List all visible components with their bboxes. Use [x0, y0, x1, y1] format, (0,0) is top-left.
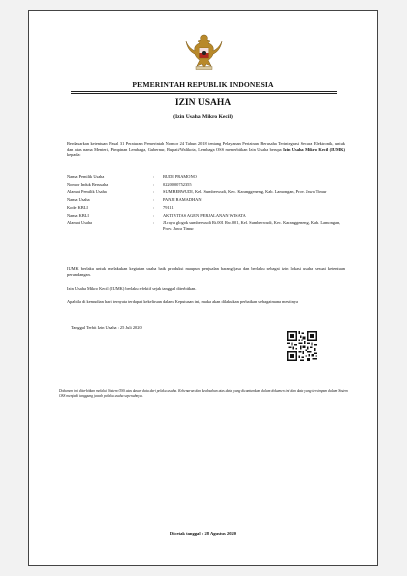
table-row: Kode KBLI : 79111 — [67, 204, 174, 210]
heading-rule-top — [71, 91, 337, 92]
print-date: Dicetak tanggal : 28 Agustus 2020 — [169, 531, 237, 536]
heading-rule-bottom — [71, 93, 337, 94]
document-title: IZIN USAHA — [174, 98, 232, 108]
table-row: Alamat Usaha : JI.raya glogok sumberwudi Rt.001 Rw.001, Kel. Sumberwudi, Kec. Karanggeneng, Kab. Lamongan, Prov. Jawa Timur — [67, 220, 341, 231]
document-subtitle: (Izin Usaha Mikro Kecil) — [173, 114, 233, 120]
table-row: Alamat Pemilik Usaha : SUMBERWUDI, Kel. Sumberwudi, Kec. Karanggeneng, Kab. Lamongan, Prov. Jawa Timur — [67, 189, 327, 195]
table-row: Nomor Induk Berusaha : 0220000752355 — [67, 181, 192, 187]
clause-effective: Izin Usaha Mikro Kecil (IUMK) berlaku efektif sejak tanggal diterbitkan. — [67, 286, 197, 291]
table-row: Nama KBLI : AKTIVITAS AGEN PERJALANAN WISATA — [67, 212, 246, 218]
clause-correction: Apabila di kemudian hari ternyata terdapat kekeliruan dalam Keputusan ini, maka akan dilakukan perbaikan sebagaimana mestinya — [67, 299, 298, 304]
garuda-emblem-icon — [185, 31, 223, 71]
government-heading: PEMERINTAH REPUBLIK INDONESIA — [132, 80, 274, 89]
table-row: Nama Pemilik Usaha : BUDI PRAMONO — [67, 174, 197, 179]
intro-paragraph: Berdasarkan ketentuan Pasal 31 Peraturan Pemerintah Nomor 24 Tahun 2018 tentang Pelayanan Perizinan Berusaha Terintegrasi Secara Elektronik, untuk dan atas nama Menteri, Pimpinan Lembaga, Gubernur, Bupati/Walikota, Lembaga OSS menerbitkan Izin Usaha berupa Izin Usaha Mikro Kecil (IUMK) kepada: — [67, 141, 345, 157]
issue-date: Tanggal Terbit Izin Usaha : 25 Juli 2020 — [71, 325, 142, 330]
clause-scope: IUMK berlaku untuk melakukan kegiatan usaha baik produksi maupun penjualan barang/jasa dan berlaku sebagai izin lokasi usaha sesuai ketentuan perundangan. — [67, 266, 345, 277]
qr-code-icon — [287, 331, 317, 361]
document-page — [28, 10, 378, 566]
disclaimer-note: Dokumen ini diterbitkan melalui Sistem OSS atas dasar data dari pelaku usaha. Kebenaran dan keabsahan atas data yang dicantumkan dalam dokumen ini dan data yang tersimpan dalam Sistem OSS menjadi tanggung jawab pelaku usaha sepenuhnya. — [59, 389, 348, 398]
business-data-table — [67, 174, 347, 233]
table-row: Nama Usaha : PANJI RAMADHAN — [67, 197, 202, 203]
